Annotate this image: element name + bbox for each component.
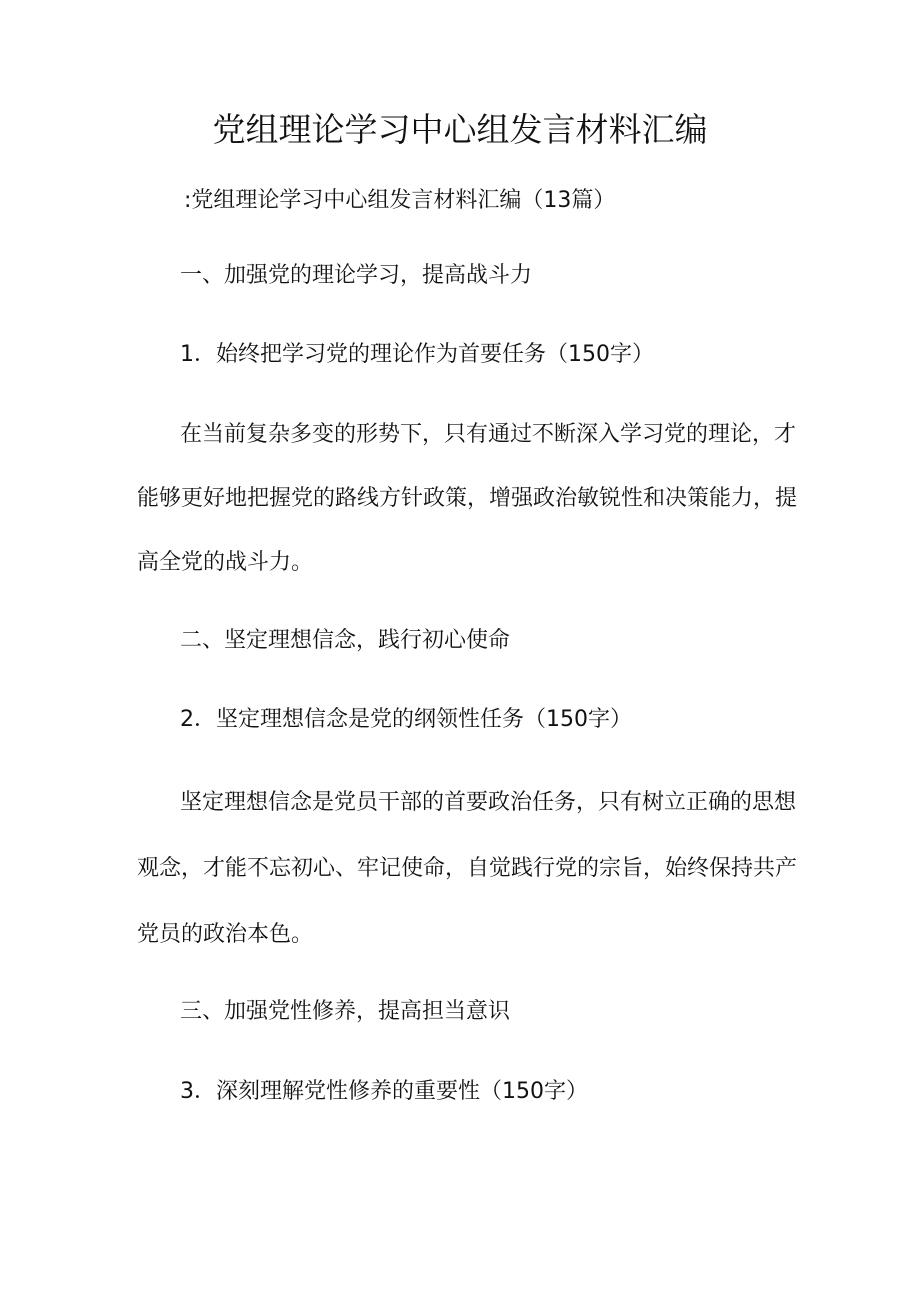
paragraph-1-line-3: 高全党的战斗力。 — [137, 550, 314, 575]
section-item-1: 1．始终把学习党的理论作为首要任务（150字） — [180, 342, 654, 367]
section-heading-2: 二、坚定理想信念，践行初心使命 — [180, 628, 511, 653]
section-heading-1: 一、加强党的理论学习，提高战斗力 — [180, 263, 533, 288]
section-heading-3: 三、加强党性修养，提高担当意识 — [180, 999, 511, 1024]
document-subtitle: :党组理论学习中心组发言材料汇编（13篇） — [184, 188, 616, 213]
section-item-3: 3．深刻理解党性修养的重要性（150字） — [180, 1079, 588, 1104]
paragraph-1-line-2: 能够更好地把握党的路线方针政策，增强政治敏锐性和决策能力，提 — [137, 486, 798, 511]
paragraph-2-line-2: 观念，才能不忘初心、牢记使命，自觉践行党的宗旨，始终保持共产 — [137, 856, 798, 881]
paragraph-1-line-1: 在当前复杂多变的形势下，只有通过不断深入学习党的理论，才 — [180, 422, 797, 447]
document-title: 党组理论学习中心组发言材料汇编 — [212, 110, 708, 149]
paragraph-2-line-3: 党员的政治本色。 — [137, 922, 314, 947]
paragraph-2-line-1: 坚定理想信念是党员干部的首要政治任务，只有树立正确的思想 — [180, 790, 797, 815]
section-item-2: 2．坚定理想信念是党的纲领性任务（150字） — [180, 707, 632, 732]
